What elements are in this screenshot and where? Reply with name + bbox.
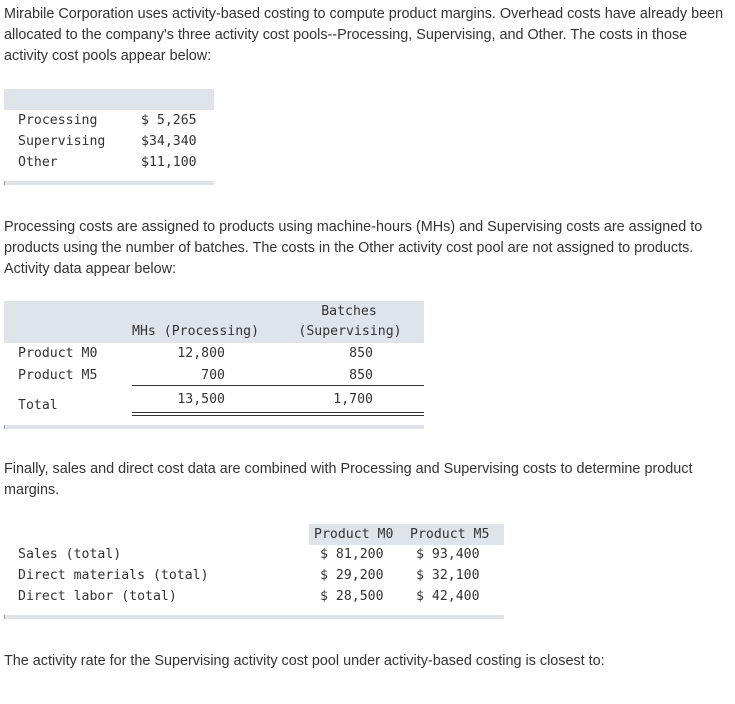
pool-label: Supervising bbox=[18, 134, 106, 149]
total-label: Total bbox=[18, 398, 58, 413]
batches-value: 850 bbox=[349, 368, 373, 383]
table-footer-band bbox=[4, 181, 214, 185]
pool-value: $11,100 bbox=[141, 155, 197, 170]
total-double-rule bbox=[132, 412, 424, 416]
m5-value: $ 93,400 bbox=[416, 547, 480, 562]
total-mhs: 13,500 bbox=[177, 392, 225, 407]
supervising-header: (Supervising) bbox=[298, 324, 402, 339]
cost-pools-table bbox=[4, 89, 214, 187]
table-footer-band bbox=[4, 615, 504, 619]
mhs-header: MHs (Processing) bbox=[132, 324, 260, 339]
activity-paragraph: Processing costs are assigned to products using machine-hours (MHs) and Supervising costs are assigned to products using the number of batches. The costs in the Other activity cost pool are not assigned to products. Activity data appear below: bbox=[4, 219, 703, 277]
activity-data-table bbox=[4, 301, 424, 432]
subtotal-rule bbox=[132, 385, 424, 386]
pool-value: $ 5,265 bbox=[141, 113, 197, 128]
product-m5-header: Product M5 bbox=[410, 527, 490, 542]
sales-cost-table bbox=[4, 524, 504, 622]
table-footer-band bbox=[4, 425, 424, 429]
product-label: Product M0 bbox=[18, 346, 98, 361]
pool-label: Processing bbox=[18, 113, 98, 128]
intro-paragraph: Mirabile Corporation uses activity-based costing to compute product margins. Overhead costs have already been allocated to the company's three activity cost pools--Processing, Supervising, and Other. The costs in those activity cost pools appear below: bbox=[4, 6, 724, 64]
mhs-value: 12,800 bbox=[177, 346, 225, 361]
table-header-band bbox=[4, 89, 214, 110]
m0-value: $ 81,200 bbox=[320, 547, 384, 562]
pool-value: $34,340 bbox=[141, 134, 197, 149]
question-text: The activity rate for the Supervising activity cost pool under activity-based costing is closest to: bbox=[4, 653, 605, 669]
mhs-value: 700 bbox=[201, 368, 225, 383]
m5-value: $ 32,100 bbox=[416, 568, 480, 583]
m5-value: $ 42,400 bbox=[416, 589, 480, 604]
total-batches: 1,700 bbox=[333, 392, 373, 407]
m0-value: $ 28,500 bbox=[320, 589, 384, 604]
sales-paragraph: Finally, sales and direct cost data are combined with Processing and Supervising costs to determine product margins. bbox=[4, 461, 693, 498]
sales-row-label: Direct materials (total) bbox=[18, 568, 209, 583]
pool-label: Other bbox=[18, 155, 58, 170]
sales-row-label: Sales (total) bbox=[18, 547, 122, 562]
m0-value: $ 29,200 bbox=[320, 568, 384, 583]
product-label: Product M5 bbox=[18, 368, 98, 383]
batches-header: Batches bbox=[321, 304, 377, 319]
product-m0-header: Product M0 bbox=[314, 527, 394, 542]
batches-value: 850 bbox=[349, 346, 373, 361]
sales-row-label: Direct labor (total) bbox=[18, 589, 177, 604]
